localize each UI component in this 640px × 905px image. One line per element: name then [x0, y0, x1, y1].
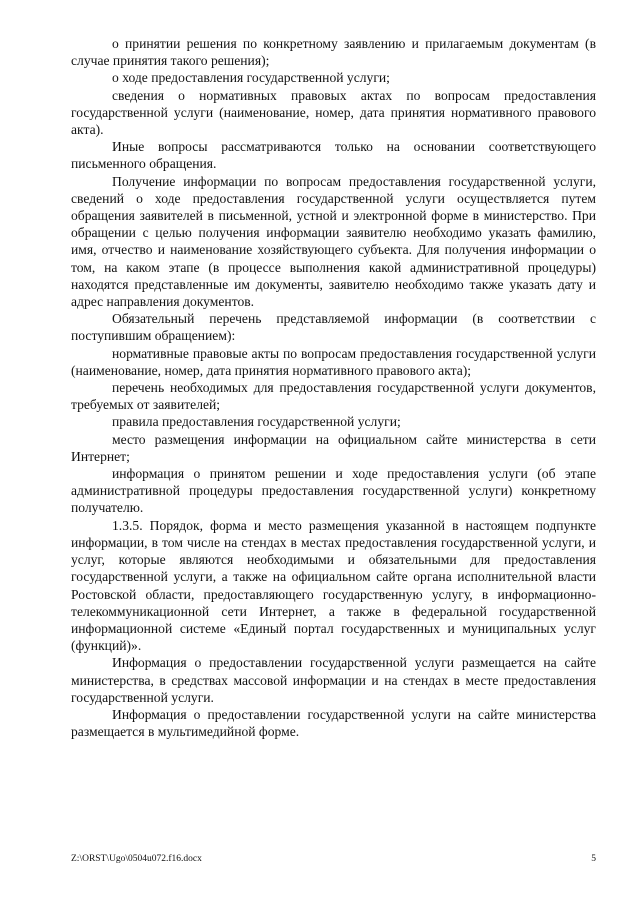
paragraph-normative-acts: сведения о нормативных правовых актах по вопросам предоставления государственной услуги (наименование, номер, дата принятия нормативного правового акта).: [71, 87, 596, 138]
list-item-required-documents: перечень необходимых для предоставления государственной услуги документов, требуемых от заявителей;: [71, 380, 596, 413]
footer-file-path: Z:\ORST\Ugo\0504u072.f16.docx: [71, 854, 202, 864]
list-item-normative-acts: нормативные правовые акты по вопросам предоставления государственной услуги (наименование, номер, дата принятия нормативного правового акта);: [71, 345, 596, 378]
paragraph-service-progress: о ходе предоставления государственной услуги;: [112, 70, 390, 86]
paragraph-multimedia-form: Информация о предоставлении государственной услуги на сайте министерства размещается в мультимедийной форме.: [71, 706, 596, 740]
paragraph-other-questions: Иные вопросы рассматриваются только на основании соответствующего письменного обращения.: [71, 139, 596, 172]
paragraph-obtaining-information: Получение информации по вопросам предоставления государственной услуги, сведений о ходе предоставления государственной услуги осуществляется путем обращения заявителей в письменной, устной и электронной форме в министерство. При обращении с целью получения информации заявителю необходимо указать фамилию, имя, отчество и наименование хозяйствующего субъекта. Для получения информации о том, на каком этапе (в процессе выполнения какой административной процедуры) находятся представленные им документы, заявителю необходимо также указать дату и адрес направления документов.: [71, 173, 596, 310]
page-footer: [71, 853, 596, 865]
list-item-decision-progress: информация о принятом решении и ходе предоставления услуги (об этапе административной процедуры предоставления государственной услуги) конкретному получателю.: [71, 466, 596, 516]
paragraph-info-placement: Информация о предоставлении государственной услуги размещается на сайте министерства, в средствах массовой информации и на стендах в месте предоставления государственной услуги.: [71, 655, 596, 705]
document-body: [71, 35, 596, 740]
paragraph-mandatory-list: Обязательный перечень представляемой информации (в соответствии с поступившим обращением):: [71, 311, 596, 344]
list-item-service-rules: правила предоставления государственной услуги;: [112, 414, 401, 430]
paragraph-section-1-3-5: 1.3.5. Порядок, форма и место размещения указанной в настоящем подпункте информации, в том числе на стендах в местах предоставления государственной услуги, и услуг, которые являются необходимыми и обязательными для предоставления государственной услуги, а также на официальном сайте органа исполнительной власти Ростовской области, предоставляющего государственную услугу, в информационно-телекоммуникационной сети Интернет, а также в федеральной государственной информационной системе «Единый портал государственных и муниципальных услуг (функций)».: [71, 517, 596, 654]
paragraph-decision-info: о принятии решения по конкретному заявлению и прилагаемым документам (в случае принятия такого решения);: [71, 36, 596, 69]
page-number: 5: [591, 854, 596, 864]
list-item-website-location: место размещения информации на официальном сайте министерства в сети Интернет;: [71, 431, 596, 464]
